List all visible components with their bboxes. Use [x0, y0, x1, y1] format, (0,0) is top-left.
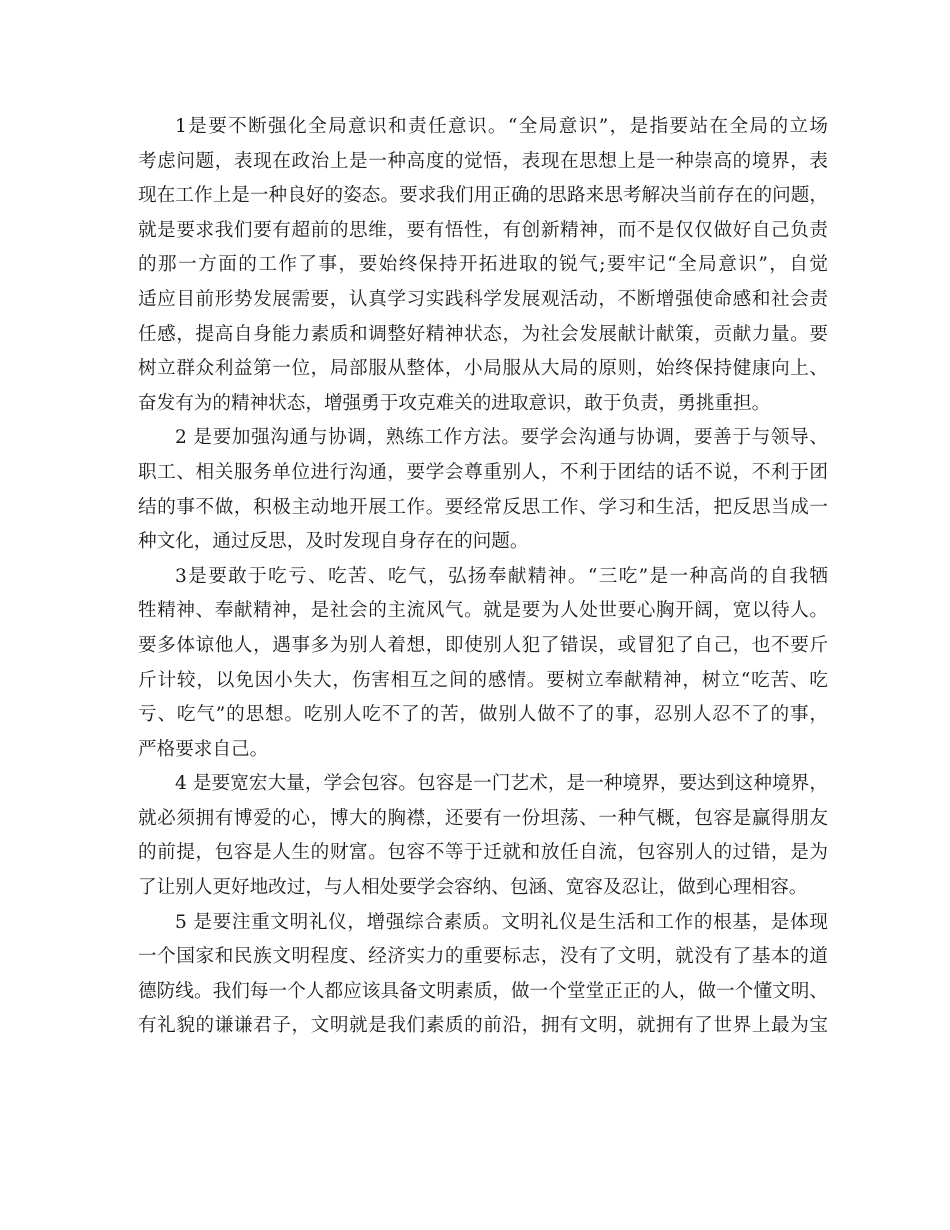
text-line: 的前提，包容是人生的财富。包容不等于迁就和放任自流，包容别人的过错，是为 [138, 842, 828, 864]
paragraph-5 [138, 906, 828, 1044]
text-line: 亏、吃气”的思想。吃别人吃不了的苦，做别人做不了的事，忍别人忍不了的事， [138, 704, 828, 726]
text-line: 的那一方面的工作了事，要始终保持开拓进取的锐气;要牢记“全局意识”，自觉 [138, 254, 828, 276]
text-line: 1是要不断强化全局意识和责任意识。“全局意识”，是指要站在全局的立场 [175, 116, 828, 137]
text-line: 种文化，通过反思，及时发现自身存在的问题。 [138, 531, 529, 553]
text-line: 结的事不做，积极主动地开展工作。要经常反思工作、学习和生活，把反思当成一 [138, 496, 828, 518]
text-line: 要多体谅他人，遇事多为别人着想，即使别人犯了错误，或冒犯了自己，也不要斤 [138, 634, 828, 656]
text-line: 树立群众利益第一位，局部服从整体，小局服从大局的原则，始终保持健康向上、 [138, 358, 828, 380]
text-line: 就必须拥有博爱的心，博大的胸襟，还要有一份坦荡、一种气概，包容是赢得朋友 [138, 807, 828, 829]
text-line: 考虑问题，表现在政治上是一种高度的觉悟，表现在思想上是一种崇高的境界，表 [138, 150, 828, 172]
text-line: 了让别人更好地改过，与人相处要学会容纳、包涵、宽容及忍让，做到心理相容。 [138, 877, 808, 899]
text-line: 适应目前形势发展需要，认真学习实践科学发展观活动，不断增强使命感和社会责 [138, 288, 828, 310]
text-line: 2 是要加强沟通与协调，熟练工作方法。要学会沟通与协调，要善于与领导、 [175, 427, 828, 449]
text-line: 有礼貌的谦谦君子，文明就是我们素质的前沿，拥有文明，就拥有了世界上最为宝 [138, 1015, 828, 1037]
paragraph-3 [138, 560, 828, 768]
text-line: 德防线。我们每一个人都应该具备文明素质，做一个堂堂正正的人，做一个懂文明、 [138, 980, 828, 1002]
paragraph-4 [138, 767, 828, 905]
text-line: 一个国家和民族文明程度、经济实力的重要标志，没有了文明，就没有了基本的道 [138, 946, 828, 968]
text-line: 严格要求自己。 [138, 738, 269, 760]
paragraph-2 [138, 421, 828, 559]
text-line: 任感，提高自身能力素质和调整好精神状态，为社会发展献计献策，贡献力量。要 [138, 323, 828, 345]
paragraph-1 [138, 110, 828, 421]
text-line: 就是要求我们要有超前的思维，要有悟性，有创新精神，而不是仅仅做好自己负责 [138, 219, 828, 241]
text-line: 4 是要宽宏大量，学会包容。包容是一门艺术，是一种境界，要达到这种境界， [175, 773, 828, 795]
text-line: 现在工作上是一种良好的姿态。要求我们用正确的思路来思考解决当前存在的问题， [138, 185, 828, 207]
document-page [138, 110, 828, 1044]
text-line: 斤计较，以免因小失大，伤害相互之间的感情。要树立奉献精神，树立“吃苦、吃 [138, 669, 828, 691]
text-line: 奋发有为的精神状态，增强勇于攻克难关的进取意识，敢于负责，勇挑重担。 [138, 392, 771, 414]
text-line: 职工、相关服务单位进行沟通，要学会尊重别人，不利于团结的话不说，不利于团 [138, 461, 828, 483]
text-line: 牲精神、奉献精神，是社会的主流风气。就是要为人处世要心胸开阔，宽以待人。 [138, 600, 828, 622]
text-line: 5 是要注重文明礼仪，增强综合素质。文明礼仪是生活和工作的根基，是体现 [175, 911, 828, 933]
text-line: 3是要敢于吃亏、吃苦、吃气，弘扬奉献精神。“三吃”是一种高尚的自我牺 [175, 565, 828, 587]
